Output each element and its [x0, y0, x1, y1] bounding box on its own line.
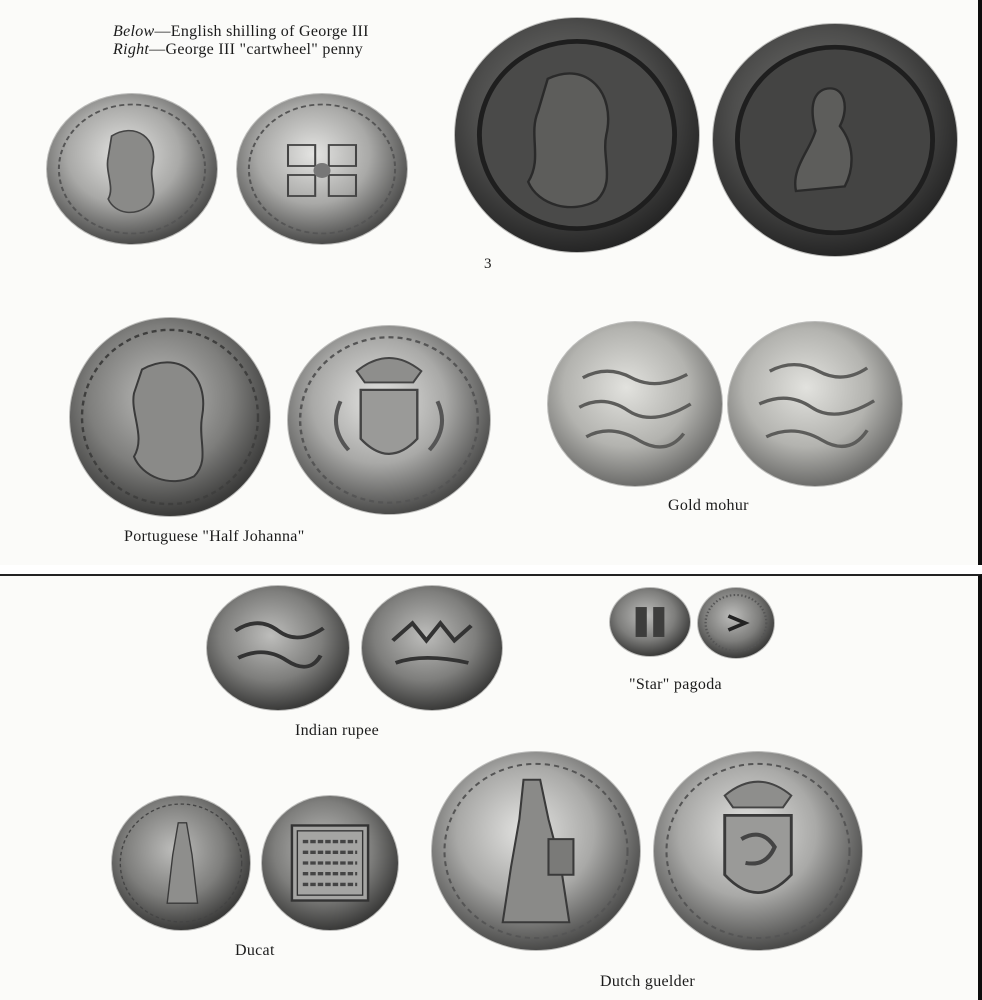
ducat-caption: Ducat: [235, 942, 275, 959]
gold-mohur-caption: Gold mohur: [668, 497, 749, 514]
shilling-caption-prefix: Below: [113, 23, 155, 40]
cartwheel-penny-reverse-coin: [713, 24, 957, 256]
star-pagoda-caption: "Star" pagoda: [629, 676, 722, 693]
panel-gap: [0, 565, 982, 574]
plate-number: 3: [484, 256, 492, 272]
shilling-obverse-coin: [47, 94, 217, 244]
dutch-guelder-reverse-coin: [654, 752, 862, 950]
shilling-caption: [113, 23, 369, 41]
shilling-reverse-coin: [237, 94, 407, 244]
penny-caption-text: —George III "cartwheel" penny: [149, 41, 363, 58]
ducat-reverse-coin: [262, 796, 398, 930]
dutch-guelder-caption: Dutch guelder: [600, 973, 695, 990]
ducat-obverse-coin: [112, 796, 250, 930]
indian-rupee-caption: Indian rupee: [295, 722, 380, 739]
star-pagoda-reverse-coin: [698, 588, 774, 658]
shilling-caption-text: —English shilling of George III: [154, 23, 369, 40]
indian-rupee-reverse-coin: [362, 586, 502, 710]
half-johanna-obverse-coin: [70, 318, 270, 516]
penny-caption: [113, 41, 363, 59]
gold-mohur-obverse-coin: [548, 322, 722, 486]
penny-caption-prefix: Right: [113, 41, 150, 58]
dutch-guelder-obverse-coin: [432, 752, 640, 950]
star-pagoda-obverse-coin: [610, 588, 690, 656]
cartwheel-penny-obverse-coin: [455, 18, 699, 252]
gold-mohur-reverse-coin: [728, 322, 902, 486]
indian-rupee-obverse-coin: [207, 586, 349, 710]
half-johanna-reverse-coin: [288, 326, 490, 514]
half-johanna-caption: Portuguese "Half Johanna": [124, 528, 305, 545]
